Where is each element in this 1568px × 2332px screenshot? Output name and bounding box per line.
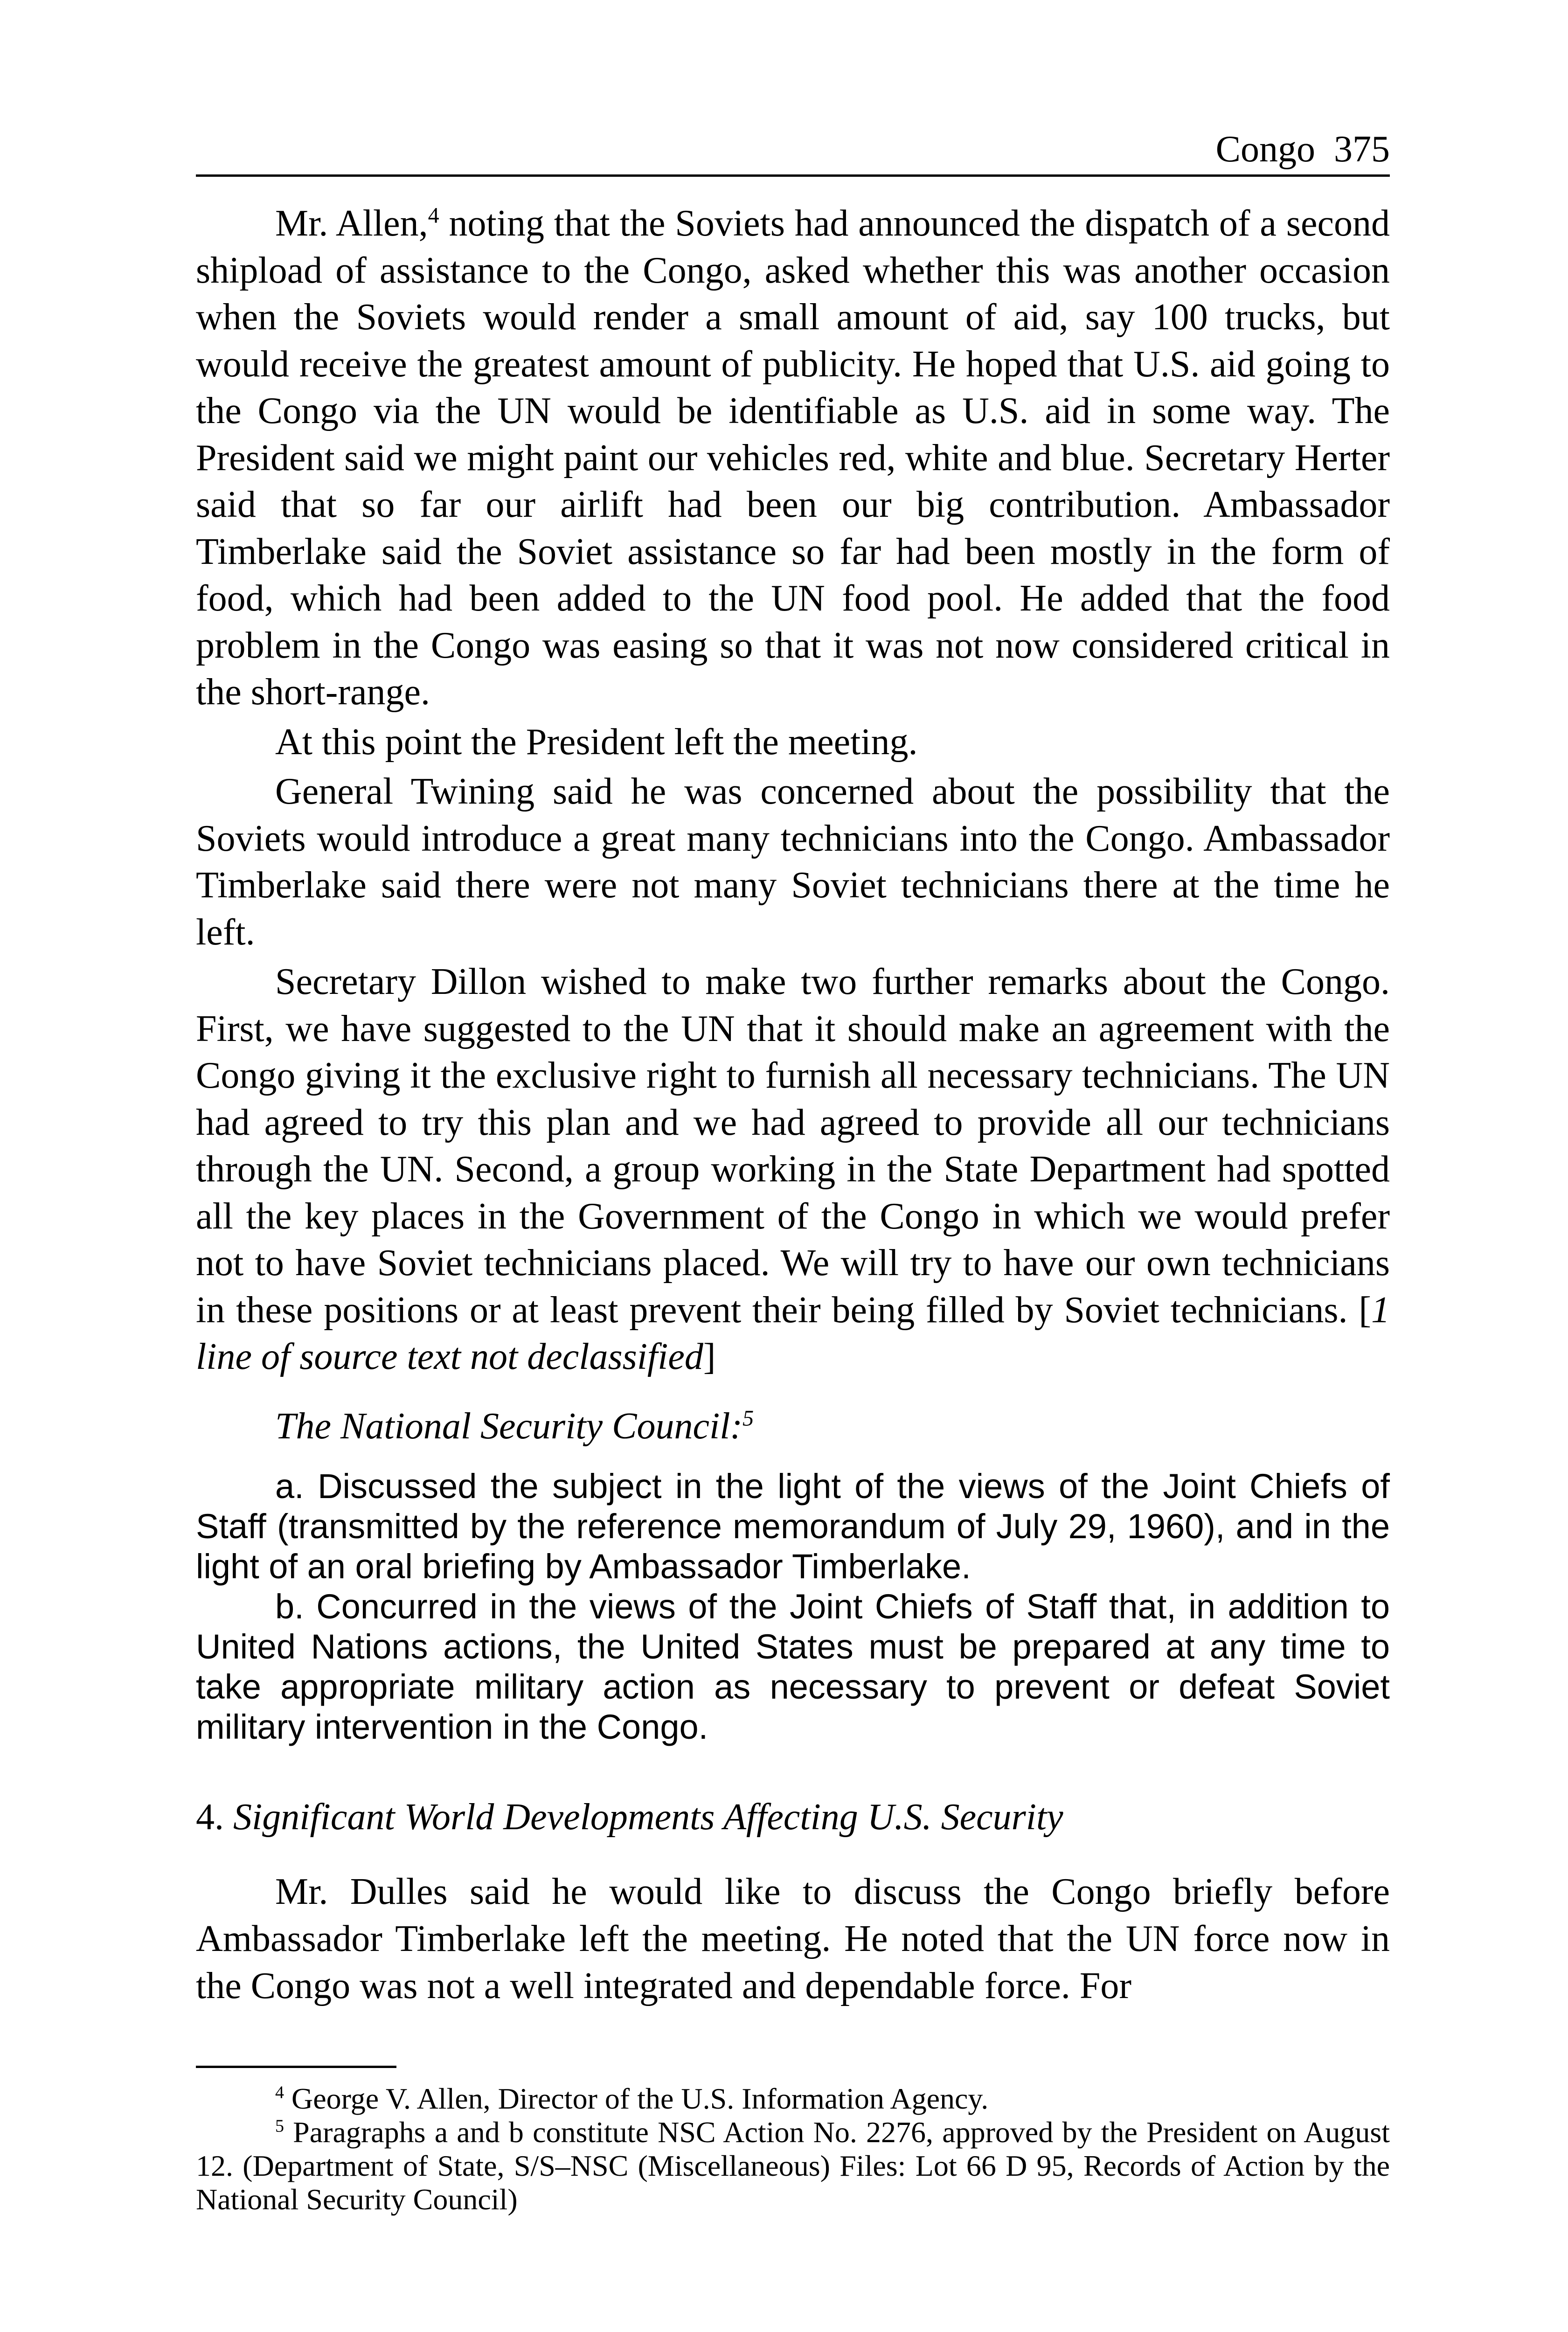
footnote-ref-4: 4	[428, 203, 439, 228]
nsc-heading: The National Security Council:$^5$	[275, 1405, 754, 1447]
main-text	[196, 200, 1390, 1450]
nsc-action-block	[196, 1466, 1390, 1747]
section-heading	[196, 1794, 1390, 1840]
footnote-divider	[196, 2066, 396, 2068]
paragraph-twining: General Twining said he was concerned about the possibility that the Soviets would introduce a great many technicians into the Congo. Ambassador Timberlake said there were not many Soviet technicians there at the time he left.	[196, 771, 1390, 953]
redaction-note: 1 line of source text not declassified	[196, 1289, 1390, 1377]
footnote-ref-5: 5	[742, 1405, 754, 1430]
nsc-action-a: a. Discussed the subject in the light of the views of the Joint Chiefs of Staff (transmitted by the reference memorandum of July 29, 1960), and in the light of an oral briefing by Ambassador Timberlake.	[196, 1467, 1390, 1586]
document-page	[196, 131, 1390, 2216]
nsc-action-b: b. Concurred in the views of the Joint Chiefs of Staff that, in addition to United Nations actions, the United States must be prepared at any time to take appropriate military action as necessary to prevent or defeat Soviet military intervention in the Congo.	[196, 1587, 1390, 1746]
section-body	[196, 1868, 1390, 2010]
paragraph-dulles: Mr. Dulles said he would like to discuss the Congo briefly before Ambassador Timberlake left the meeting. He noted that the UN force now in the Congo was not a well integrated and dependable force. For	[196, 1871, 1390, 2006]
section-title: Significant World Developments Affecting U.S. Security	[233, 1797, 1063, 1838]
running-title: Congo	[1215, 129, 1315, 170]
footnote-4: $^4$ George V. Allen, Director of the U.S. Information Agency.	[275, 2082, 989, 2115]
paragraph-president-left: At this point the President left the meeting.	[275, 721, 918, 763]
footnote-5: $^5$ Paragraphs a and b constitute NSC Action No. 2276, approved by the President on August 12. (Department of State, S/S–NSC (Miscellaneous) Files: Lot 66 D 95, Records of Action by the National Security Council)	[196, 2116, 1390, 2216]
paragraph-allen: Mr. Allen,$^4$ noting that the Soviets had announced the dispatch of a second shipload of assistance to the Congo, asked whether this was another occasion when the Soviets would render a small amount of aid, say 100 trucks, but would receive the greatest amount of publicity. He hoped that U.S. aid going to the Congo via the UN would be identifiable as U.S. aid in some way. The President said we might paint our vehicles red, white and blue. Secretary Herter said that so far our airlift had been our big contribution. Ambassador Timberlake said the Soviet assistance so far had been mostly in the form of food, which had been added to the UN food pool. He added that the food problem in the Congo was easing so that it was not now considered critical in the short-range.	[196, 203, 1390, 713]
footnotes	[196, 2082, 1390, 2216]
paragraph-dillon: Secretary Dillon wished to make two further remarks about the Congo. First, we have suggested to the UN that it should make an agreement with the Congo giving it the exclusive right to furnish all necessary technicians. The UN had agreed to try this plan and we had agreed to provide all our technicians through the UN. Second, a group working in the State Department had spotted all the key places in the Government of the Congo in which we would prefer not to have Soviet technicians placed. We will try to have our own technicians in these positions or at least prevent their being filled by Soviet technicians. [1 line of source text not declassified]	[196, 961, 1390, 1377]
running-header	[196, 131, 1390, 177]
section-number: 4.	[196, 1797, 224, 1838]
page-number: 375	[1334, 129, 1390, 170]
